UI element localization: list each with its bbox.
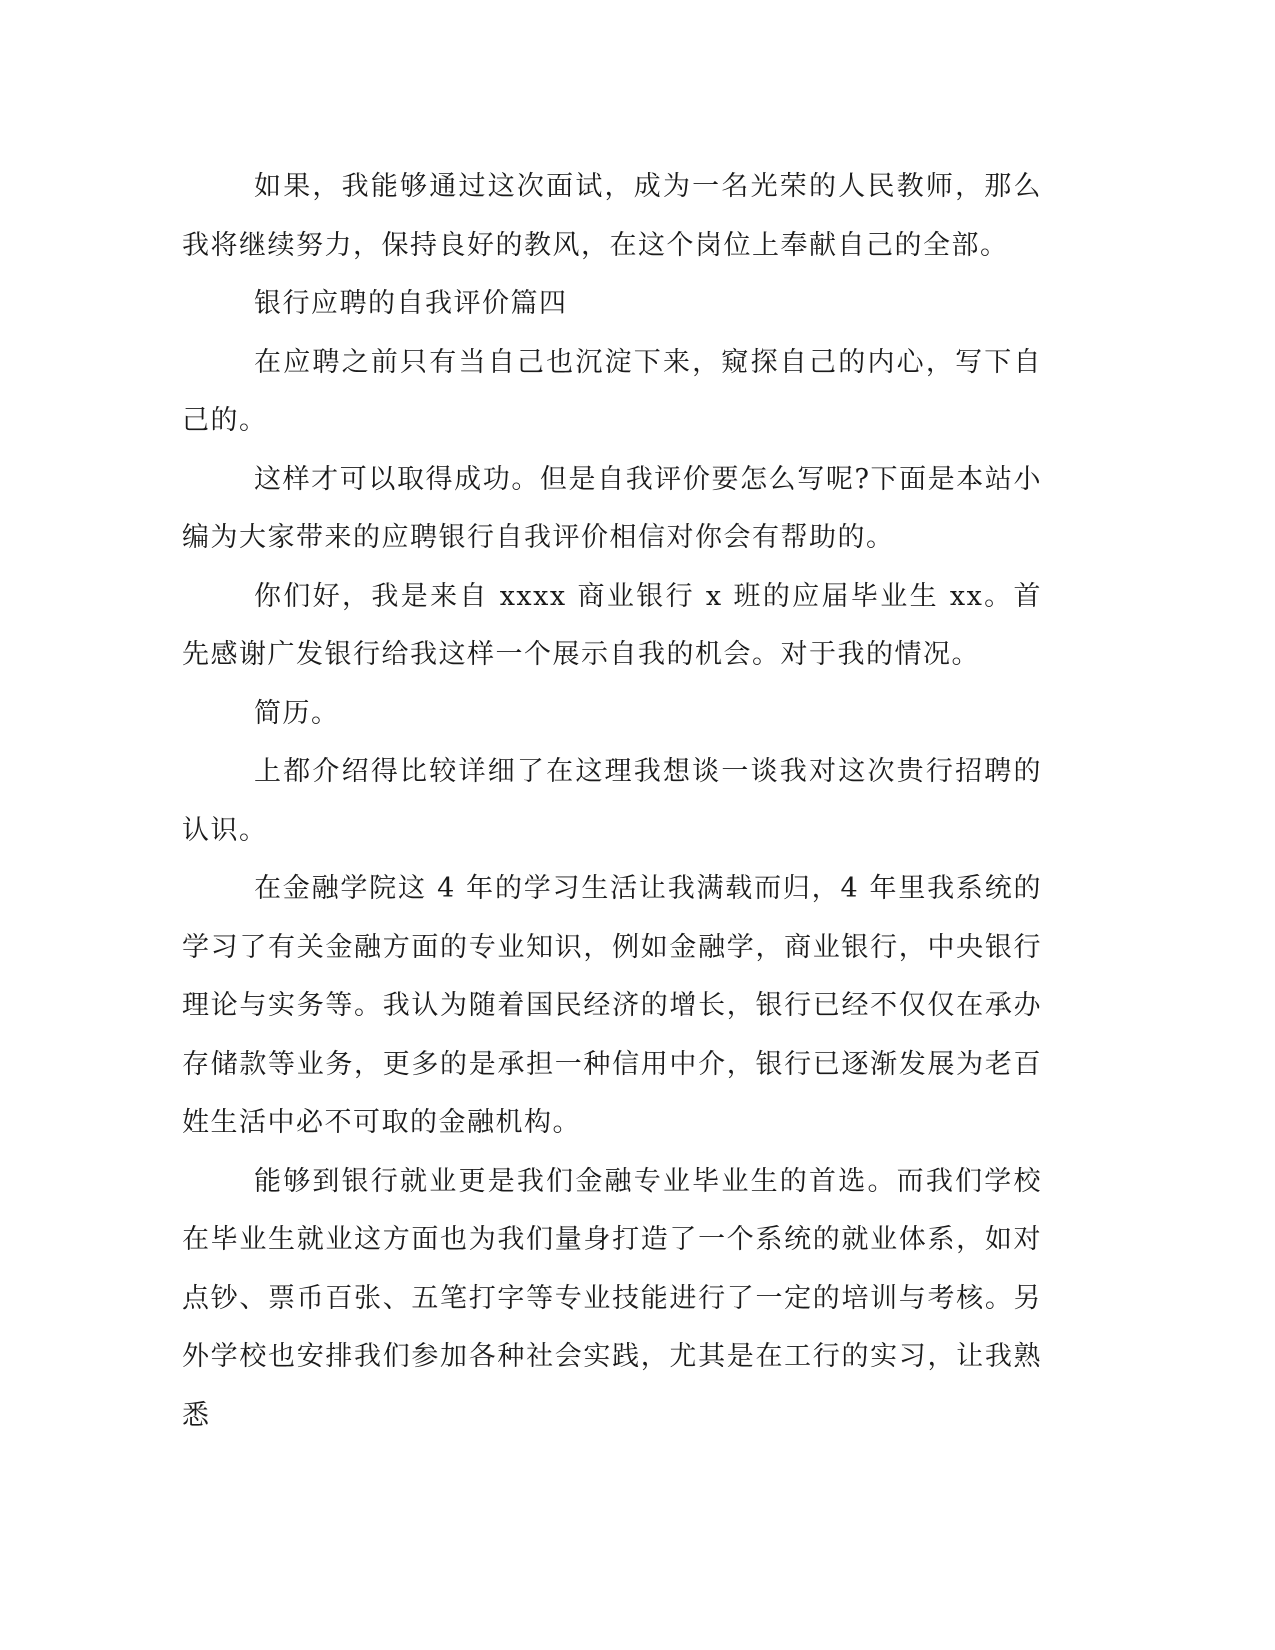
paragraph-intro: 在应聘之前只有当自己也沉淀下来，窥探自己的内心，写下自己的。	[182, 346, 1042, 436]
paragraph-greeting: 你们好，我是来自 xxxx 商业银行 x 班的应届毕业生 xx。首先感谢广发银行给我这样一个展示自我的机会。对于我的情况。	[182, 580, 1042, 670]
document-body	[182, 158, 1042, 1445]
section-heading: 银行应聘的自我评价篇四	[254, 288, 568, 319]
paragraph-teacher-commitment: 如果，我能够通过这次面试，成为一名光荣的人民教师，那么我将继续努力，保持良好的教风，在这个岗位上奉献自己的全部。	[182, 171, 1042, 261]
paragraph-resume: 简历。	[254, 697, 340, 729]
paragraph-employment: 能够到银行就业更是我们金融专业毕业生的首选。而我们学校在毕业生就业这方面也为我们量身打造了一个系统的就业体系，如对点钞、票币百张、五笔打字等专业技能进行了一定的培训与考核。另外学校也安排我们参加各种社会实践，尤其是在工行的实习，让我熟悉	[182, 1165, 1042, 1431]
paragraph-study: 在金融学院这 4 年的学习生活让我满载而归，4 年里我系统的学习了有关金融方面的专业知识，例如金融学，商业银行，中央银行理论与实务等。我认为随着国民经济的增长，银行已经不仅仅在承办存储款等业务，更多的是承担一种信用中介，银行已逐渐发展为老百姓生活中必不可取的金融机构。	[182, 873, 1042, 1138]
paragraph-understanding: 上都介绍得比较详细了在这理我想谈一谈我对这次贵行招聘的认识。	[182, 756, 1042, 846]
paragraph-success: 这样才可以取得成功。但是自我评价要怎么写呢?下面是本站小编为大家带来的应聘银行自我评价相信对你会有帮助的。	[182, 463, 1042, 553]
